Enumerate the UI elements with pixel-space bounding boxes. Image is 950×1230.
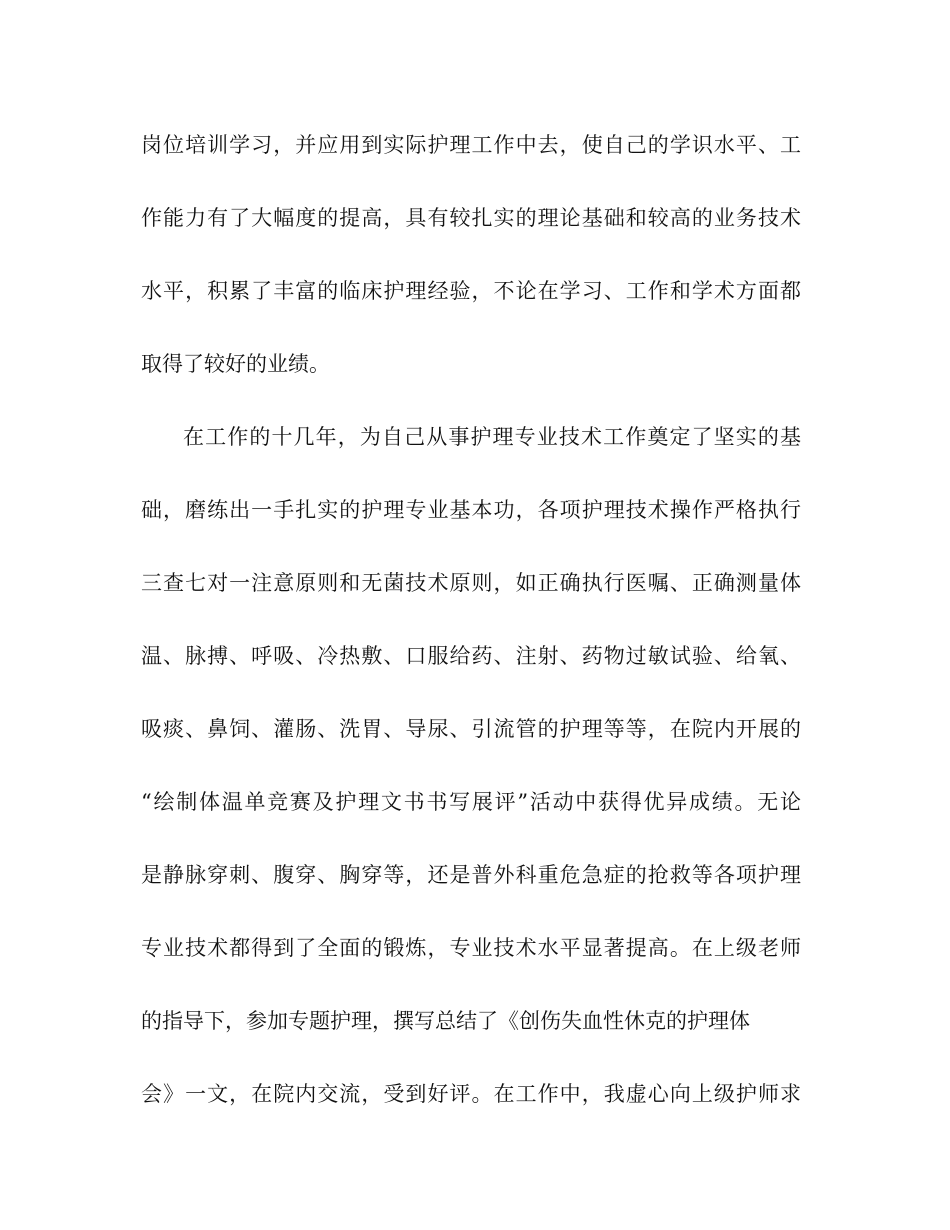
text-line-4: 取得了较好的业绩。	[141, 352, 330, 376]
text-line-12: 专业技术都得到了全面的锻炼，专业技术水平显著提高。在上级老师	[141, 936, 801, 960]
text-line-2: 作能力有了大幅度的提高，具有较扎实的理论基础和较高的业务技术	[141, 206, 801, 230]
text-line-5: 在工作的十几年，为自己从事护理专业技术工作奠定了坚实的基	[183, 425, 801, 449]
text-line-8: 温、脉搏、呼吸、冷热敷、口服给药、注射、药物过敏试验、给氧、	[141, 644, 801, 668]
text-line-9: 吸痰、鼻饲、灌肠、洗胃、导尿、引流管的护理等等，在院内开展的	[141, 717, 801, 741]
text-line-13: 的指导下，参加专题护理，撰写总结了《创伤失血性休克的护理体	[141, 1009, 750, 1033]
text-line-11: 是静脉穿刺、腹穿、胸穿等，还是普外科重危急症的抢救等各项护理	[141, 863, 801, 887]
text-line-14: 会》一文，在院内交流，受到好评。在工作中，我虚心向上级护师求	[141, 1082, 801, 1106]
text-line-10: “绘制体温单竞赛及护理文书书写展评”活动中获得优异成绩。无论	[141, 790, 801, 814]
text-line-7: 三查七对一注意原则和无菌技术原则，如正确执行医嘱、正确测量体	[141, 571, 801, 595]
text-line-3: 水平，积累了丰富的临床护理经验，不论在学习、工作和学术方面都	[141, 279, 801, 303]
text-line-6: 础，磨练出一手扎实的护理专业基本功，各项护理技术操作严格执行	[141, 498, 801, 522]
text-line-1: 岗位培训学习，并应用到实际护理工作中去，使自己的学识水平、工	[141, 133, 801, 157]
